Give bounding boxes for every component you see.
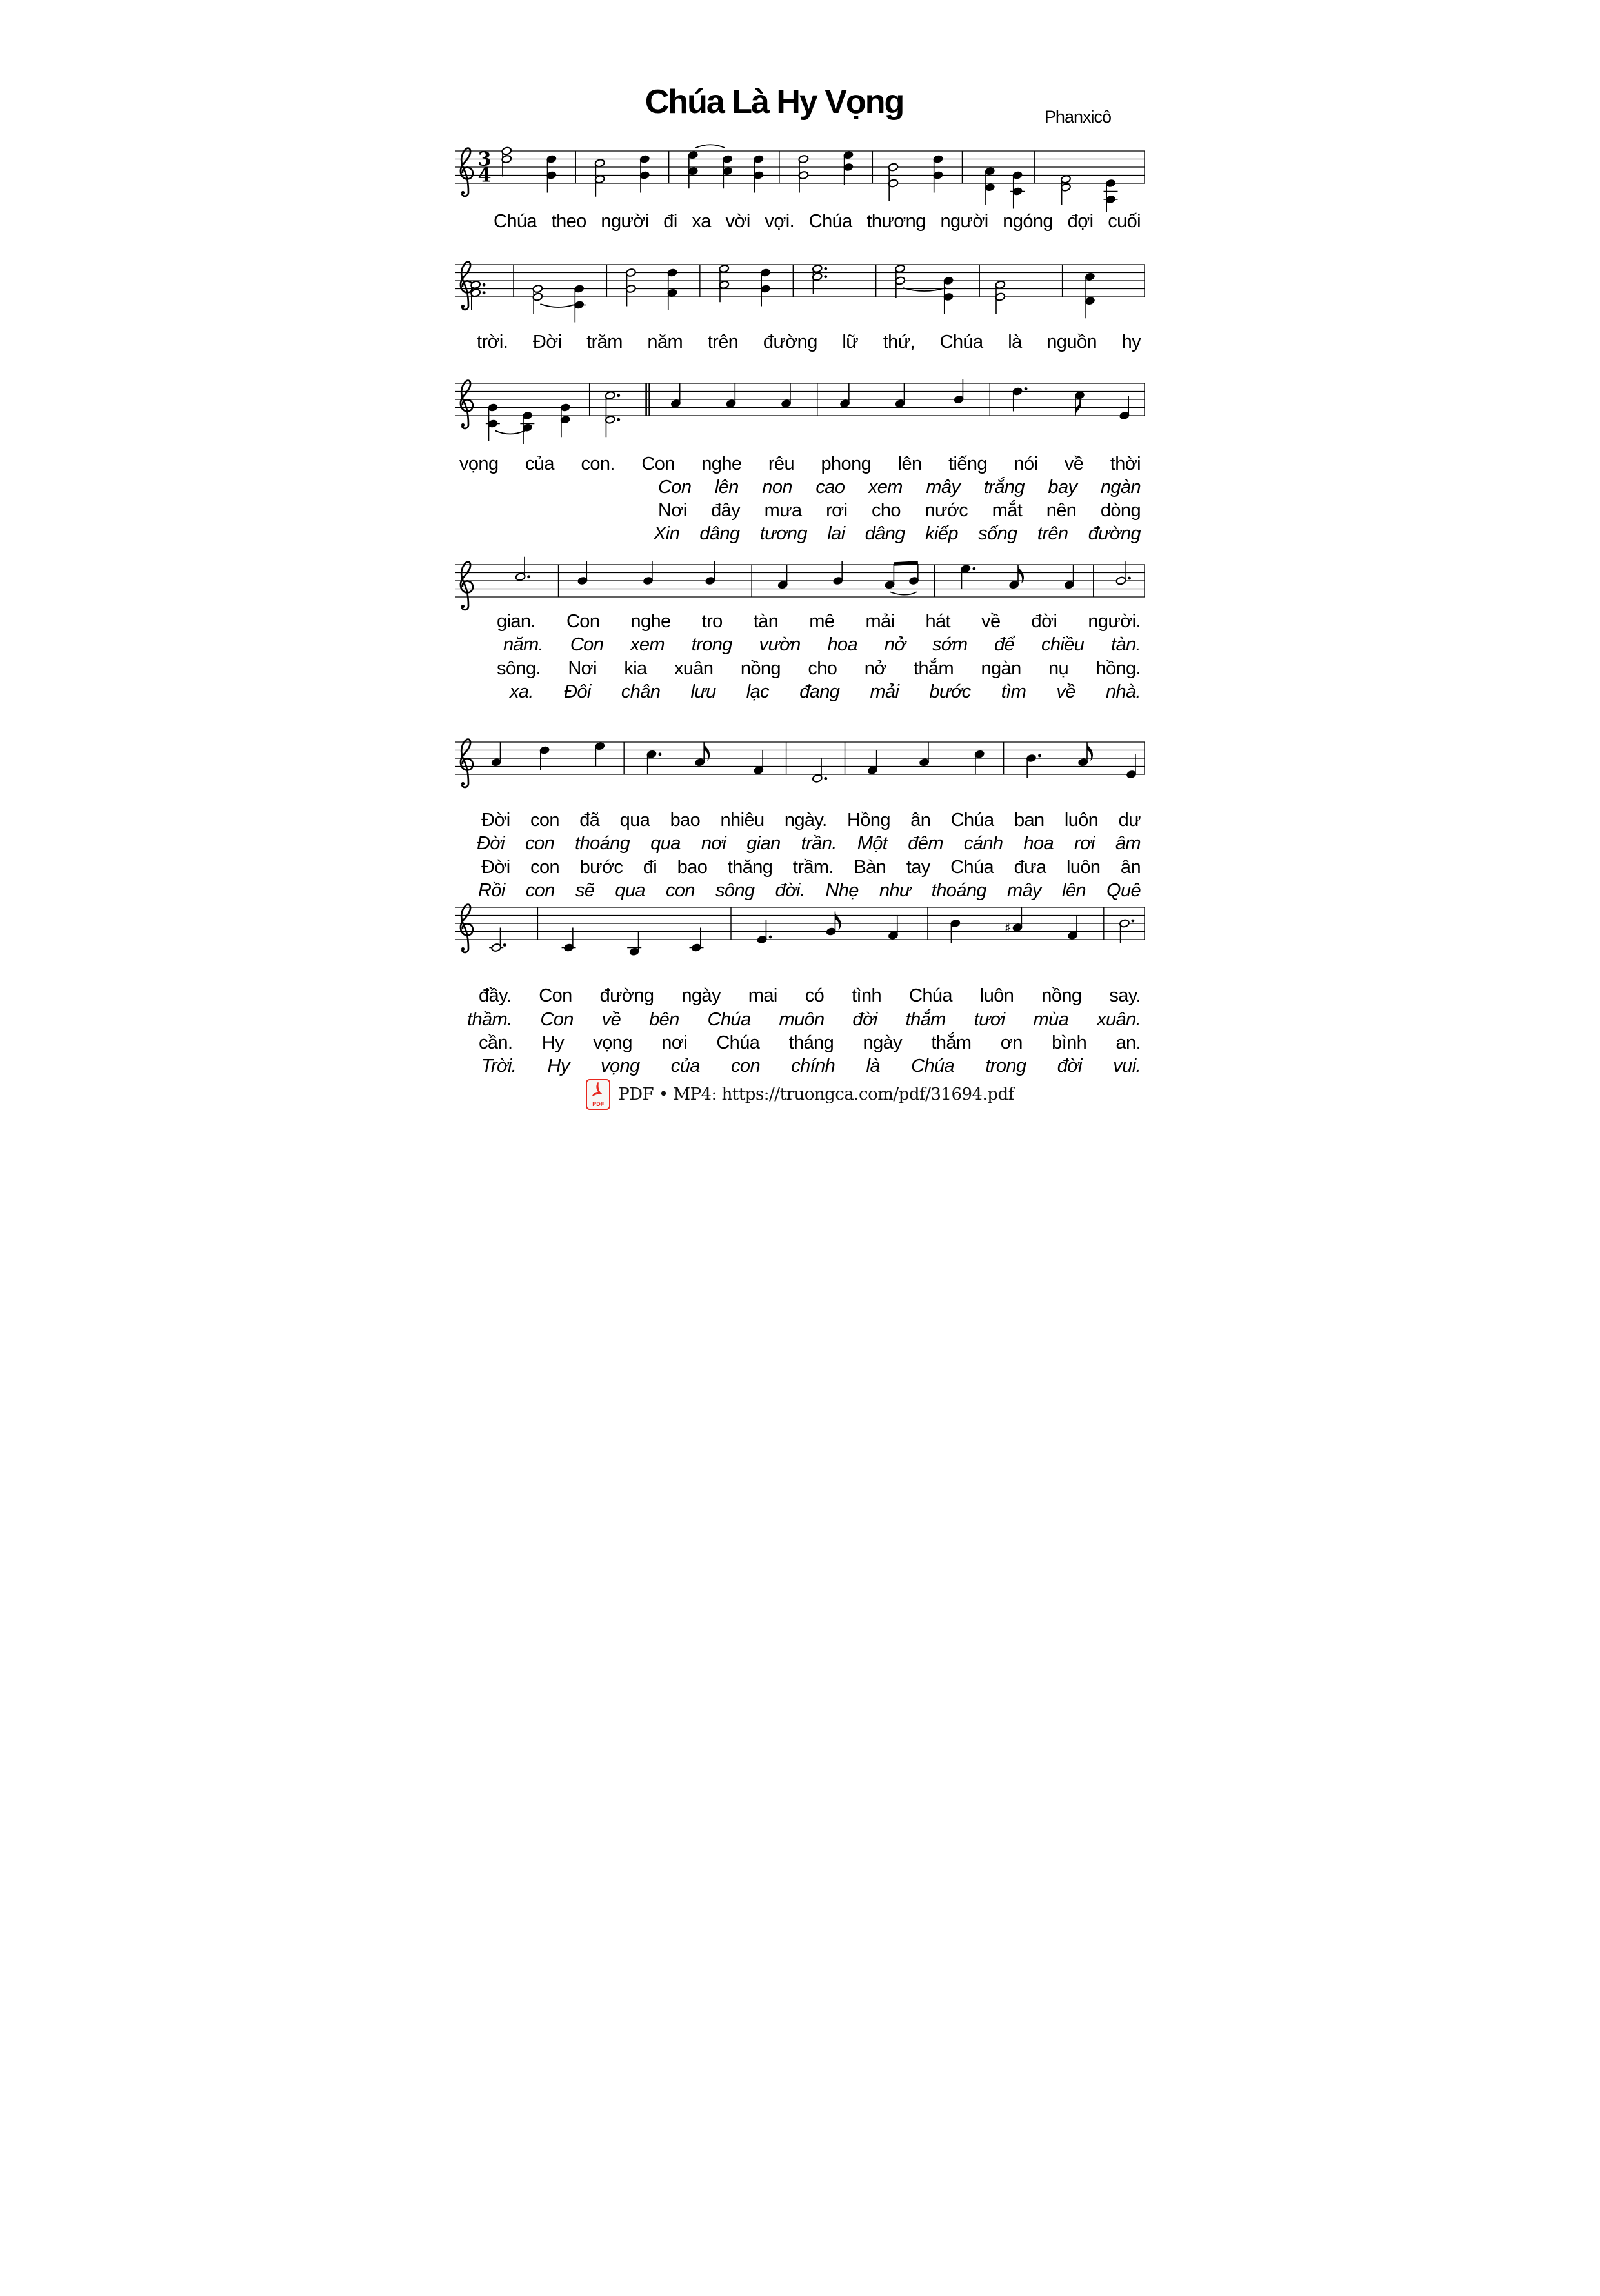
lyrics-line: Đời con bước đi bao thăng trầm. Bàn tay Chúa đưa luôn ân	[481, 857, 1141, 878]
staff-5	[455, 721, 1145, 803]
lyrics-line: Trời. Hy vọng của con chính là Chúa trong đời vui.	[481, 1056, 1141, 1076]
lyrics-line: vọng của con. Con nghe rêu phong lên tiếng nói về thời	[459, 454, 1141, 474]
staff-3	[455, 363, 1145, 444]
lyrics-line: Nơi đây mưa rơi cho nước mắt nên dòng	[658, 500, 1141, 521]
svg-text:♯: ♯	[1005, 920, 1011, 936]
svg-text:4: 4	[477, 164, 492, 187]
lyrics-line: Rồi con sẽ qua con sông đời. Nhẹ như thoáng mây lên Quê	[478, 880, 1141, 901]
sheet-music-page	[400, 0, 1200, 1148]
song-title: Chúa Là Hy Vọng	[645, 83, 904, 121]
svg-text:3: 3	[477, 148, 492, 171]
footer	[400, 1079, 1200, 1110]
treble-clef-icon	[461, 381, 473, 428]
lyrics-line: trời. Đời trăm năm trên đường lữ thứ, Chúa là nguồn hy	[477, 332, 1141, 352]
lyrics-line: Xin dâng tương lai dâng kiếp sống trên đường	[654, 523, 1141, 544]
treble-clef-icon	[461, 562, 473, 610]
footer-download-link[interactable]: PDF • MP4: https://truongca.com/pdf/31694.pdf	[618, 1085, 1014, 1104]
treble-clef-icon	[461, 740, 473, 787]
lyrics-line: Chúa theo người đi xa vời vợi. Chúa thương người ngóng đợi cuối	[494, 211, 1141, 232]
pdf-curl-glyph	[592, 1082, 605, 1098]
lyrics-line: Con lên non cao xem mây trắng bay ngàn	[658, 477, 1141, 498]
lyrics-line: Đời con thoáng qua nơi gian trần. Một đêm cánh hoa rơi âm	[477, 833, 1141, 854]
treble-clef-icon	[461, 148, 473, 196]
lyrics-line: Đời con đã qua bao nhiêu ngày. Hồng ân Chúa ban luôn dư	[481, 810, 1141, 831]
staff-1	[455, 130, 1145, 212]
composer-name: Phanxicô	[1044, 107, 1111, 126]
lyrics-line: gian. Con nghe tro tàn mê mải hát về đời người.	[497, 611, 1141, 632]
lyrics-line: cần. Hy vọng nơi Chúa tháng ngày thắm ơn bình an.	[479, 1032, 1141, 1053]
lyrics-line: thầm. Con về bên Chúa muôn đời thắm tươi mùa xuân.	[467, 1009, 1141, 1030]
lyrics-line: năm. Con xem trong vườn hoa nở sớm để chiều tàn.	[503, 634, 1141, 655]
lyrics-line: đầy. Con đường ngày mai có tình Chúa luôn nồng say.	[479, 985, 1141, 1006]
lyrics-line: xa. Đôi chân lưu lạc đang mải bước tìm về nhà.	[510, 681, 1141, 702]
pdf-icon-label: PDF	[592, 1101, 605, 1107]
treble-clef-icon	[461, 905, 473, 952]
staff-2	[455, 244, 1145, 325]
lyrics-line: sông. Nơi kia xuân nồng cho nở thắm ngàn nụ hồng.	[497, 658, 1141, 679]
pdf-file-icon	[586, 1079, 610, 1110]
